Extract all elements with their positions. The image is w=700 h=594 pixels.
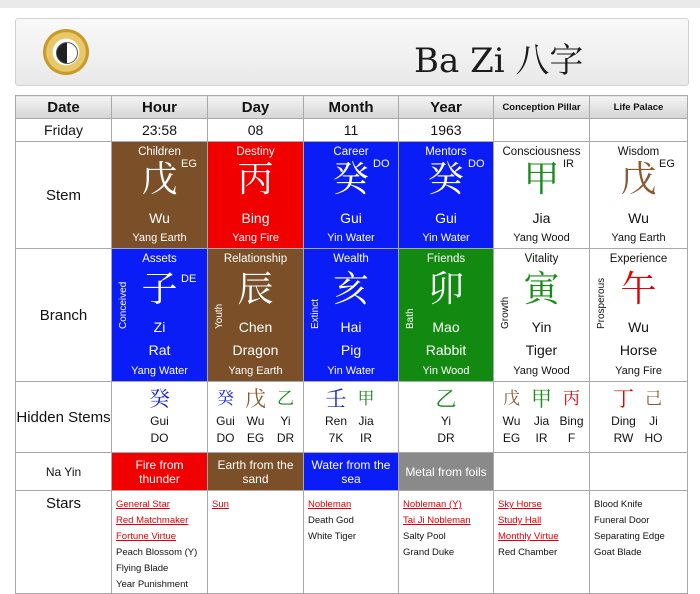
stars-list (212, 497, 303, 513)
nayin-cell (590, 453, 688, 491)
stem-element: Yin Water (422, 232, 470, 244)
hidden-stem-glyph: 丁 (613, 387, 634, 411)
hidden-stem-item (611, 387, 637, 447)
hidden-stem-item (353, 387, 379, 447)
date-conception (494, 119, 590, 142)
branch-god: Experience (609, 253, 668, 265)
stars-list (594, 497, 687, 561)
stars-cell (399, 491, 494, 594)
hidden-stem-cell (112, 382, 208, 453)
stem-element: Yang Wood (513, 232, 570, 244)
hidden-stem-item (213, 387, 239, 447)
header-year: Year (399, 96, 494, 119)
hidden-stem-cell (208, 382, 304, 453)
branch-pillar (590, 249, 687, 381)
hidden-stem-code: HO (644, 431, 663, 445)
branch-element: Yang Earth (228, 365, 283, 377)
star-item: Sun (212, 499, 229, 510)
stem-cell (494, 142, 590, 249)
stem-cell (304, 142, 399, 249)
branch-name: Chen (238, 319, 273, 335)
branch-animal: Horse (619, 342, 658, 358)
hidden-stem-item (559, 387, 585, 447)
stem-name: Bing (241, 210, 270, 226)
stem-pillar (208, 142, 303, 248)
star-item: Red Chamber (498, 547, 558, 558)
growth-stage: Conceived (118, 281, 129, 329)
stem-glyph: 戊 (620, 159, 657, 200)
hidden-stem-code: DR (276, 431, 295, 445)
hidden-stem-group (304, 387, 398, 447)
branch-animal: Pig (340, 342, 362, 358)
stem-code: IR (563, 158, 574, 170)
branch-code: DE (181, 273, 197, 285)
stem-glyph: 戊 (141, 159, 178, 200)
branch-god: Wealth (333, 253, 369, 265)
stem-name: Gui (435, 210, 457, 226)
branch-cell (590, 249, 688, 382)
date-hour: 23:58 (112, 119, 208, 142)
hidden-stem-name: Jia (533, 414, 550, 428)
hidden-stem-glyph: 乙 (277, 389, 294, 409)
stem-cell (399, 142, 494, 249)
nayin-cell: Water from the sea (304, 453, 399, 491)
hidden-stem-item (529, 387, 555, 447)
stem-pillar (590, 142, 687, 248)
hidden-stem-cell (590, 382, 688, 453)
stem-cell (208, 142, 304, 249)
branch-name: Mao (432, 319, 460, 335)
branch-cell (304, 249, 399, 382)
hidden-stem-name: Gui (150, 414, 169, 428)
yin-yang-icon (56, 42, 78, 64)
branch-element: Yang Water (131, 365, 188, 377)
stem-glyph: 甲 (523, 159, 560, 200)
branch-animal: Tiger (525, 342, 558, 358)
hidden-stem-group (399, 387, 493, 447)
hidden-stem-glyph: 丙 (563, 389, 580, 409)
weekday: Friday (16, 119, 112, 142)
branch-glyph: 寅 (523, 269, 560, 310)
star-item: Goat Blade (594, 547, 642, 558)
header-life-palace: Life Palace (590, 96, 688, 119)
stem-row (16, 142, 688, 249)
nayin-row (16, 453, 688, 491)
stem-god: Destiny (236, 146, 275, 158)
stem-pillar (399, 142, 493, 248)
star-item: Year Punishment (116, 579, 189, 590)
hidden-stem-glyph: 乙 (435, 387, 457, 411)
hidden-stem-name: Yi (440, 414, 452, 428)
hidden-stem-code: DR (437, 431, 455, 445)
stem-code: DO (468, 158, 485, 170)
stem-code: EG (181, 158, 197, 170)
stem-pillar (112, 142, 207, 248)
hidden-stem-glyph: 甲 (531, 387, 552, 411)
row-label-nayin: Na Yin (16, 453, 112, 491)
hidden-stem-name: Bing (559, 414, 584, 428)
stars-cell (494, 491, 590, 594)
branch-animal: Rat (148, 342, 171, 358)
stem-element: Yin Water (327, 232, 375, 244)
hidden-stem-code: EG (502, 431, 521, 445)
hidden-stem-group (208, 387, 303, 447)
stem-cell (590, 142, 688, 249)
app-header (15, 18, 689, 86)
branch-pillar (399, 249, 493, 381)
branch-cell (112, 249, 208, 382)
stem-god: Wisdom (617, 146, 660, 158)
hidden-stem-name: Jia (358, 414, 374, 428)
bazi-chart-table (15, 95, 688, 594)
stars-list (116, 497, 207, 593)
nayin-cell (494, 453, 590, 491)
hidden-stem-item (433, 387, 459, 447)
row-label-hidden: Hidden Stems (16, 382, 112, 453)
stars-cell (112, 491, 208, 594)
growth-stage: Prosperous (596, 277, 607, 329)
star-item: Nobleman (308, 499, 352, 510)
hidden-stem-glyph: 戊 (245, 387, 266, 411)
branch-element: Yang Wood (513, 365, 570, 377)
branch-cell (399, 249, 494, 382)
date-day: 08 (208, 119, 304, 142)
date-row (16, 119, 688, 142)
branch-glyph: 卯 (427, 269, 464, 310)
star-item: Nobleman (Y) (403, 499, 462, 510)
stem-name: Jia (532, 210, 551, 226)
branch-element: Yin Wood (422, 365, 470, 377)
hidden-stem-glyph: 戊 (503, 389, 520, 409)
hidden-stem-name: Wu (246, 414, 265, 428)
hidden-stem-item (499, 387, 525, 447)
stars-list (498, 497, 589, 561)
star-item: Tai Ji Nobleman (403, 515, 471, 526)
hidden-stem-code: DO (216, 431, 235, 445)
hidden-stem-code: RW (613, 431, 634, 445)
stars-cell (590, 491, 688, 594)
hidden-stem-cell (304, 382, 399, 453)
branch-god: Relationship (223, 253, 288, 265)
branch-pillar (494, 249, 589, 381)
star-item: Blood Knife (594, 499, 643, 510)
branch-cell (494, 249, 590, 382)
stem-god: Career (333, 146, 369, 158)
stem-glyph: 癸 (427, 159, 464, 200)
branch-element: Yang Fire (615, 365, 662, 377)
stem-name: Gui (340, 210, 362, 226)
star-item: General Star (116, 499, 170, 510)
branch-name: Wu (628, 319, 649, 335)
header-day: Day (208, 96, 304, 119)
hidden-stem-glyph: 癸 (217, 389, 234, 409)
hidden-stem-glyph: 甲 (357, 389, 375, 409)
branch-glyph: 子 (141, 269, 178, 310)
hidden-stem-item (243, 387, 269, 447)
star-item: Monthly Virtue (498, 531, 559, 542)
hidden-stem-code: IR (535, 431, 548, 445)
hidden-stem-name: Wu (502, 414, 521, 428)
branch-cell (208, 249, 304, 382)
branch-god: Friends (426, 253, 466, 265)
stem-name: Wu (149, 210, 170, 226)
header-row (16, 96, 688, 119)
growth-stage: Growth (500, 296, 511, 329)
hidden-stem-item (273, 387, 299, 447)
hidden-stems-row (16, 382, 688, 453)
header-date: Date (16, 96, 112, 119)
star-item: White Tiger (308, 531, 357, 542)
branch-animal: Rabbit (425, 342, 467, 358)
hidden-stem-name: Ji (649, 414, 658, 428)
hidden-stem-name: Ren (324, 414, 347, 428)
star-item: Death God (308, 515, 354, 526)
hidden-stem-code: EG (246, 431, 265, 445)
stem-element: Yang Earth (132, 232, 187, 244)
star-item: Study Hall (498, 515, 542, 526)
stem-code: DO (373, 158, 390, 170)
hidden-stem-group (494, 387, 589, 447)
hidden-stem-glyph: 癸 (149, 387, 170, 411)
top-shadow (0, 0, 700, 8)
branch-pillar (304, 249, 398, 381)
star-item: Sky Horse (498, 499, 542, 510)
stars-row (16, 491, 688, 594)
row-label-branch: Branch (16, 249, 112, 382)
hidden-stem-item (641, 387, 667, 447)
stars-list (403, 497, 493, 561)
branch-glyph: 辰 (237, 269, 274, 310)
stars-cell (208, 491, 304, 594)
hidden-stem-group (590, 387, 687, 447)
star-item: Fortune Virtue (116, 531, 177, 542)
date-year: 1963 (399, 119, 494, 142)
date-month: 11 (304, 119, 399, 142)
header-month: Month (304, 96, 399, 119)
page-title: Ba Zi 八字 (414, 41, 584, 81)
stem-element: Yang Fire (232, 232, 279, 244)
stem-code: EG (659, 158, 675, 170)
stars-list (308, 497, 398, 545)
row-label-stars: Stars (16, 491, 112, 594)
nayin-cell: Metal from foils (399, 453, 494, 491)
branch-animal: Dragon (232, 342, 279, 358)
bagua-logo-icon (43, 29, 89, 75)
hidden-stem-item (147, 387, 173, 447)
hidden-stem-code: DO (150, 431, 169, 445)
star-item: Salty Pool (403, 531, 446, 542)
nayin-cell: Fire from thunder (112, 453, 208, 491)
stars-cell (304, 491, 399, 594)
branch-row (16, 249, 688, 382)
hidden-stem-name: Gui (216, 414, 235, 428)
branch-god: Assets (142, 253, 177, 265)
branch-element: Yin Water (327, 365, 375, 377)
star-item: Peach Blossom (Y) (116, 547, 198, 558)
growth-stage: Youth (214, 303, 225, 329)
hidden-stem-glyph: 壬 (325, 387, 347, 411)
star-item: Grand Duke (403, 547, 455, 558)
date-palace (590, 119, 688, 142)
stem-cell (112, 142, 208, 249)
stem-pillar (494, 142, 589, 248)
branch-name: Zi (153, 319, 166, 335)
hidden-stem-code: IR (360, 431, 372, 445)
stem-glyph: 癸 (332, 159, 369, 200)
growth-stage: Extinct (310, 298, 321, 329)
stem-element: Yang Earth (611, 232, 666, 244)
growth-stage: Bath (405, 308, 416, 329)
hidden-stem-item (323, 387, 349, 447)
branch-name: Yin (531, 319, 552, 335)
star-item: Separating Edge (594, 531, 665, 542)
stem-god: Consciousness (502, 146, 581, 158)
stem-name: Wu (628, 210, 649, 226)
stem-pillar (304, 142, 398, 248)
header-conception-pillar: Conception Pillar (494, 96, 590, 119)
star-item: Red Matchmaker (116, 515, 189, 526)
stem-glyph: 丙 (237, 159, 274, 200)
hidden-stem-cell (399, 382, 494, 453)
star-item: Flying Blade (116, 563, 169, 574)
branch-pillar (112, 249, 207, 381)
branch-glyph: 午 (620, 269, 657, 310)
branch-pillar (208, 249, 303, 381)
hidden-stem-glyph: 己 (645, 389, 662, 409)
stem-god: Mentors (425, 146, 467, 158)
header-hour: Hour (112, 96, 208, 119)
nayin-cell: Earth from the sand (208, 453, 304, 491)
branch-name: Hai (340, 319, 362, 335)
hidden-stem-code: F (567, 431, 576, 445)
hidden-stem-group (112, 387, 207, 447)
hidden-stem-name: Yi (280, 414, 291, 428)
hidden-stem-code: 7K (328, 431, 344, 445)
star-item: Funeral Door (594, 515, 650, 526)
branch-god: Vitality (524, 253, 559, 265)
row-label-stem: Stem (16, 142, 112, 249)
branch-glyph: 亥 (332, 269, 369, 310)
stem-god: Children (138, 146, 181, 158)
hidden-stem-cell (494, 382, 590, 453)
hidden-stem-name: Ding (611, 414, 636, 428)
